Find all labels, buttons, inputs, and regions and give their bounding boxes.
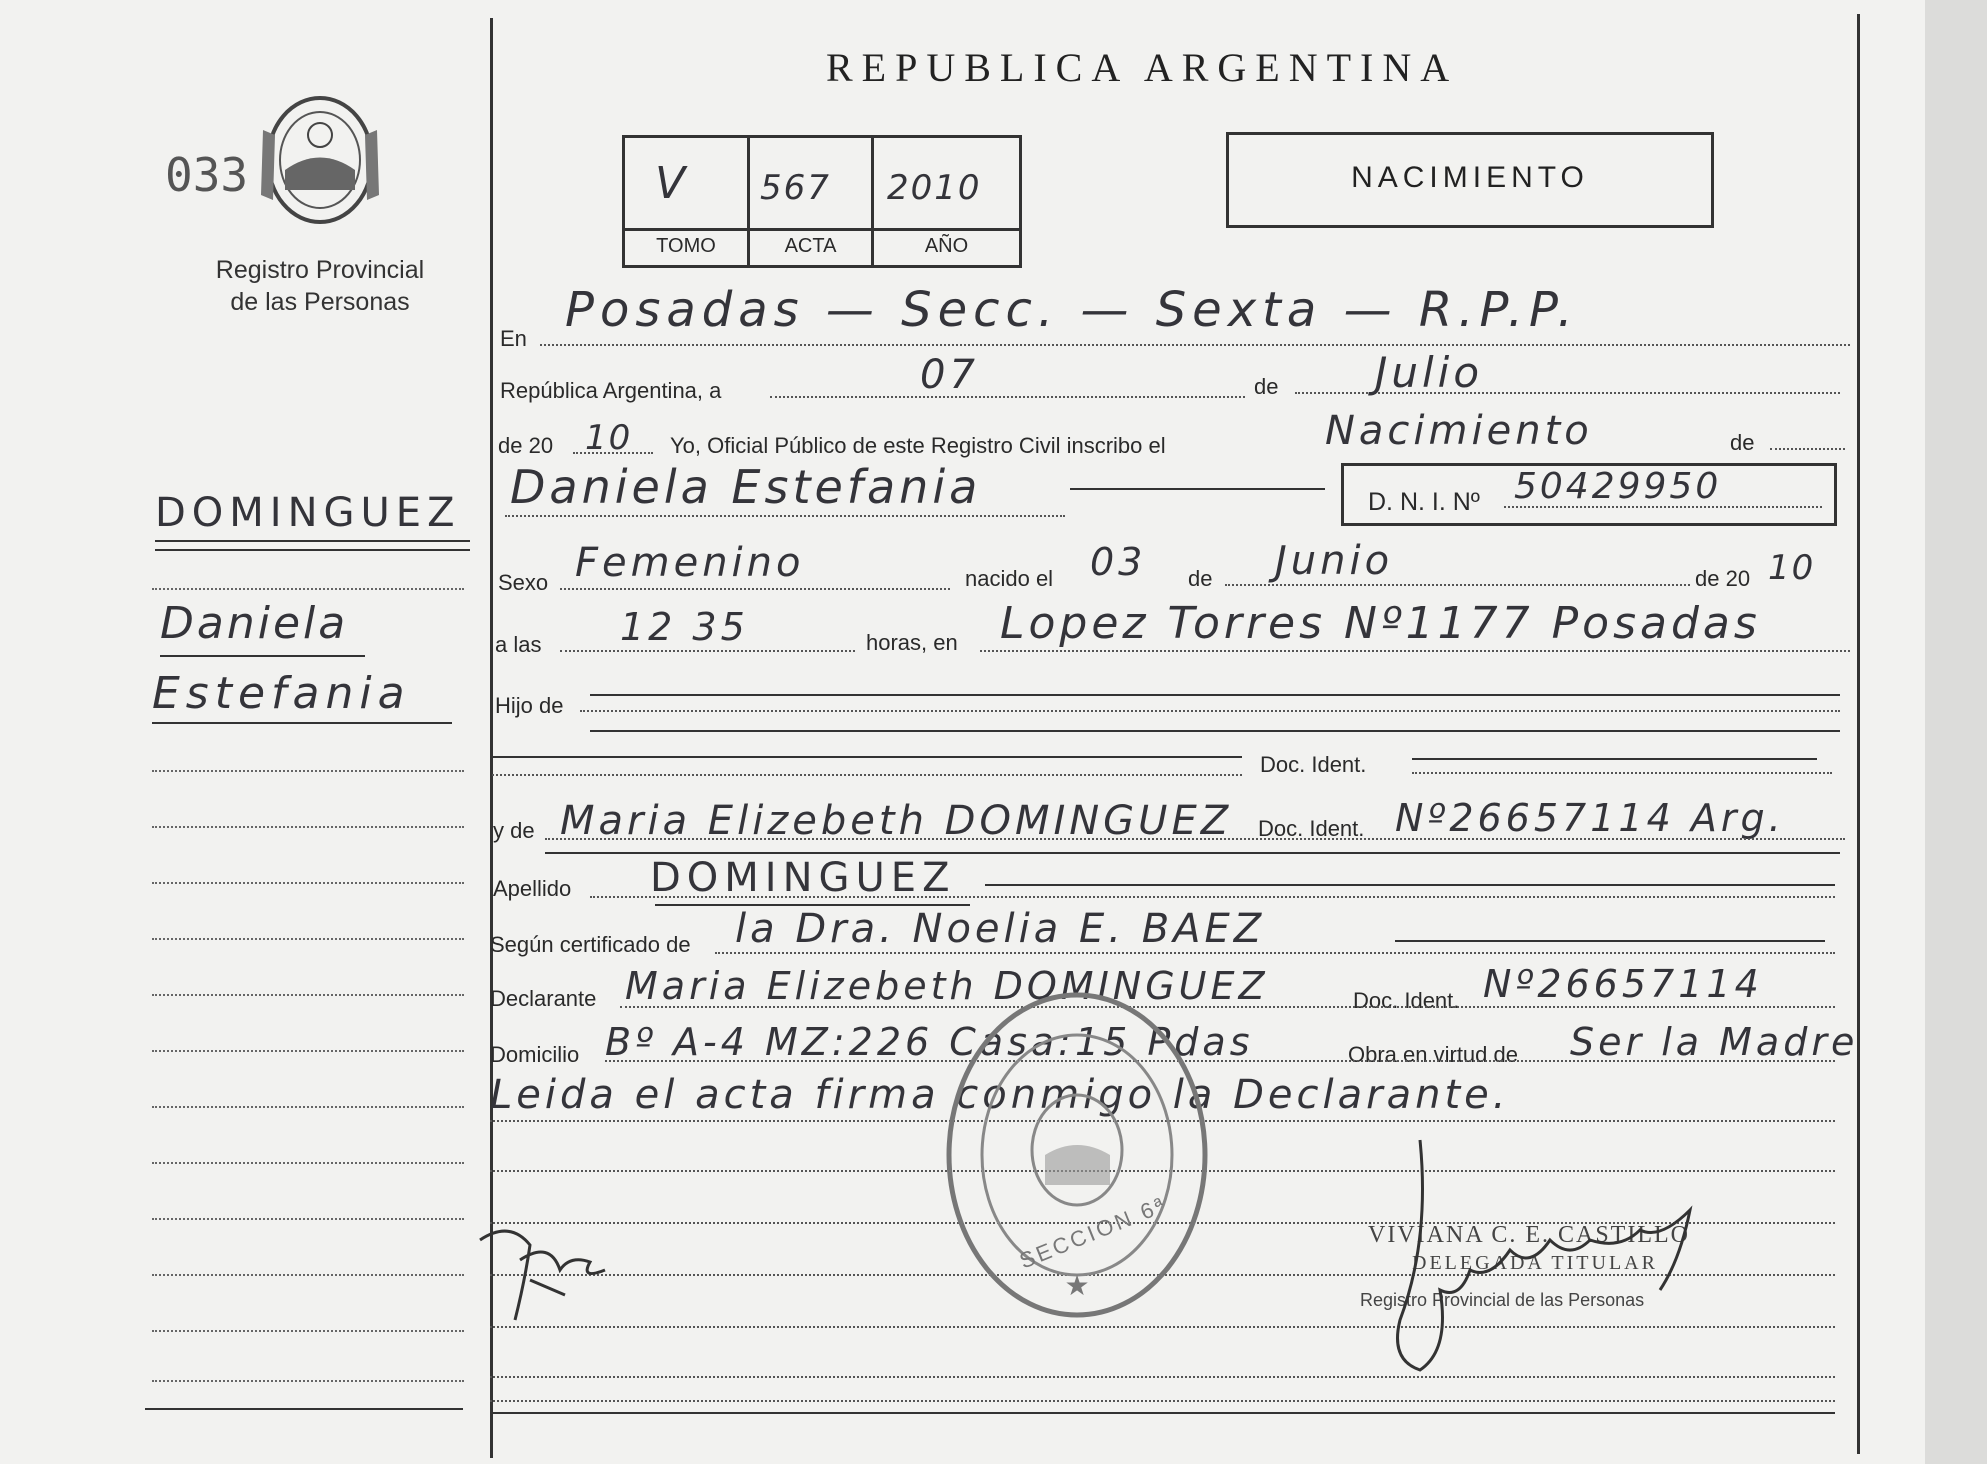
record-type-label: NACIMIENTO: [1351, 161, 1589, 194]
doc-ident-label-3: Doc. Ident.: [1353, 988, 1460, 1013]
birth-month-value: Junio: [1275, 538, 1394, 584]
province-seal-icon: [255, 90, 385, 230]
republica-label: República Argentina, a: [500, 378, 722, 403]
record-type-box: [1226, 132, 1714, 228]
act-value: Nacimiento: [1325, 408, 1593, 454]
domicilio-value: Bº A-4 MZ:226 Casa:15 Pdas: [605, 1020, 1254, 1064]
record-number-box: [622, 135, 1022, 268]
year-suffix-value: 10: [585, 418, 633, 458]
official-title: DELEGADA TITULAR: [1412, 1252, 1658, 1274]
paper-edge: [1925, 0, 1987, 1464]
dni-label: D. N. I. Nº: [1368, 488, 1480, 516]
apellido-value: DOMINGUEZ: [650, 855, 956, 901]
apellido-label: Apellido: [493, 876, 572, 901]
doc-ident-label-2: Doc. Ident.: [1258, 816, 1365, 841]
folio-number: 033: [165, 148, 249, 202]
mother-value: Maria Elizebeth DOMINGUEZ: [560, 798, 1233, 844]
declarante-label: Declarante: [490, 986, 597, 1011]
signature-right: [1360, 1120, 1730, 1380]
place-value: Lopez Torres Nº1177 Posadas: [1000, 598, 1761, 649]
sexo-label: Sexo: [498, 570, 549, 595]
seal-section: SECCION 6ª: [1015, 1191, 1171, 1274]
year-prefix-label: de 20: [498, 433, 554, 458]
signature-left: [470, 1200, 630, 1330]
page-title: REPUBLICA ARGENTINA: [826, 45, 1459, 90]
name-value: Daniela Estefania: [510, 460, 982, 514]
certificado-value: la Dra. Noelia E. BAEZ: [735, 906, 1266, 952]
acta-label: ACTA: [784, 235, 837, 257]
mother-doc-value: Nº26657114 Arg.: [1395, 796, 1785, 840]
oficial-label: Yo, Oficial Público de este Registro Civil inscribo el: [670, 433, 1166, 458]
dni-value: 50429950: [1514, 466, 1722, 507]
margin-first-name: Daniela: [160, 598, 349, 649]
domicilio-label: Domicilio: [490, 1042, 580, 1067]
obra-value: Ser la Madre: [1570, 1020, 1859, 1064]
birth-year-suffix: 10: [1768, 548, 1816, 588]
doc-ident-label-1: Doc. Ident.: [1260, 752, 1367, 777]
nacido-label: nacido el: [965, 566, 1054, 591]
day-value: 07: [920, 352, 979, 398]
sexo-value: Femenino: [575, 540, 805, 586]
margin-surname: DOMINGUEZ: [155, 490, 461, 536]
declarante-doc-value: Nº26657114: [1483, 962, 1763, 1006]
de-label-1: de: [1254, 374, 1279, 399]
anio-label: AÑO: [924, 235, 969, 257]
anio-value: 2010: [887, 168, 982, 208]
en-value: Posadas — Secc. — Sexta — R.P.P.: [565, 282, 1579, 338]
yde-label: y de: [493, 818, 535, 843]
de-label-2: de: [1730, 430, 1755, 455]
hijo-label: Hijo de: [495, 693, 564, 718]
registry-name-line2: de las Personas: [230, 288, 410, 316]
declarante-value: Maria Elizebeth DOMINGUEZ: [625, 964, 1269, 1008]
time-value: 12 35: [620, 605, 749, 649]
right-margin-rule: [1857, 14, 1860, 1454]
dni-box: [1341, 463, 1837, 526]
alas-label: a las: [495, 632, 542, 657]
official-seal-icon: [940, 985, 1215, 1325]
de20-label: de 20: [1695, 566, 1751, 591]
birth-day-value: 03: [1090, 540, 1147, 584]
obra-label: Obra en virtud de: [1348, 1042, 1518, 1067]
tomo-value: V: [655, 158, 690, 209]
horas-label: horas, en: [866, 630, 958, 655]
svg-text:★: ★: [1064, 1270, 1090, 1301]
margin-middle-name: Estefania: [152, 668, 411, 719]
de-label-3: de: [1188, 566, 1213, 591]
official-org: Registro Provincial de las Personas: [1360, 1290, 1645, 1310]
official-name: VIVIANA C. E. CASTILLO: [1368, 1222, 1690, 1248]
closing-text: Leida el acta firma conmigo la Declarante.: [490, 1072, 1510, 1118]
acta-value: 567: [760, 168, 831, 208]
registry-name-line1: Registro Provincial: [215, 256, 425, 284]
month-value: Julio: [1375, 348, 1484, 397]
segun-label: Según certificado de: [490, 932, 691, 957]
tomo-label: TOMO: [656, 235, 716, 257]
en-label: En: [500, 326, 527, 351]
